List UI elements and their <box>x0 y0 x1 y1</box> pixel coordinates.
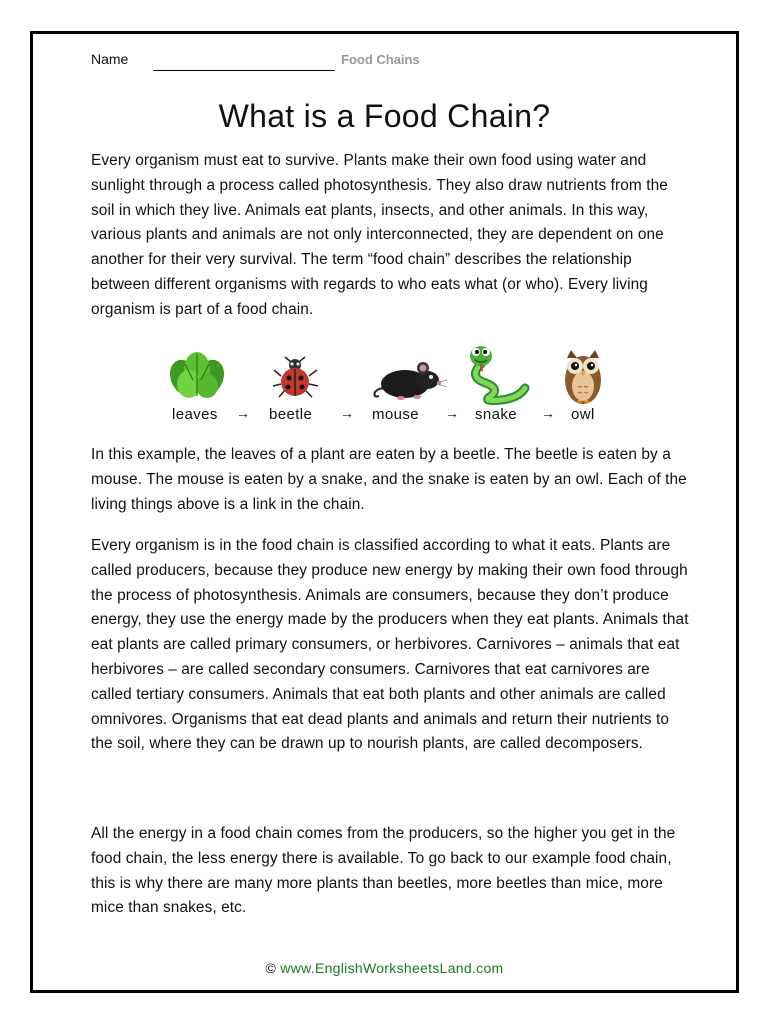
chain-label-snake: snake <box>475 406 518 423</box>
chain-label-mouse: mouse <box>372 406 420 423</box>
food-chain-diagram <box>33 344 742 426</box>
paragraph-example: In this example, the leaves of a plant are eaten by a beetle. The beetle is eaten by a mouse. The mouse is eaten by a snake, and the snake is eaten by an owl. Each of the living things above is a link in the chain. <box>91 446 687 513</box>
name-line[interactable] <box>153 70 335 71</box>
chain-label-owl: owl <box>571 406 595 423</box>
beetle-icon <box>271 356 321 400</box>
topic-label: Food Chains <box>341 52 420 67</box>
paragraph-energy: All the energy in a food chain comes from the producers, so the higher you get in the food chain, the less energy there is available. To go back to our example food chain, this is why there are many more plants than beetles, more beetles than mice, more mice than snakes, etc. <box>91 825 676 917</box>
paragraph-classification: Every organism is in the food chain is classified according to what it eats. Plants are called producers, because they produce new energy by making their own food through the process of photosynthesis. Animals are consumers, because they don’t produce energy, they use the energy made by the producers when they eat plants. Animals that eat plants are called primary consumers, or herbivores. Carnivores – animals that eat herbivores – are called secondary consumers. Carnivores that eat carnivores are called tertiary consumers. Animals that eat both plants and other animals are called omnivores. Organisms that eat dead plants and animals and return their nutrients to the soil, where they can be drawn up to nourish plants, are called decomposers. <box>91 537 689 753</box>
chain-arrow: → <box>340 405 354 421</box>
chain-label-beetle: beetle <box>269 406 313 423</box>
footer <box>33 960 736 976</box>
copyright-symbol: © <box>265 960 277 976</box>
footer-site-link[interactable]: www.EnglishWorksheetsLand.com <box>280 960 504 976</box>
chain-arrow: → <box>445 405 459 421</box>
chain-arrow: → <box>541 405 555 421</box>
chain-arrow: → <box>236 405 250 421</box>
worksheet-frame <box>30 31 739 993</box>
name-label: Name <box>91 51 129 67</box>
worksheet-header <box>91 51 491 71</box>
chain-label-leaves: leaves <box>172 406 218 423</box>
mouse-icon <box>371 356 449 402</box>
page-title: What is a Food Chain? <box>218 98 551 134</box>
snake-icon <box>461 344 531 406</box>
owl-icon <box>561 348 605 406</box>
leaves-icon <box>167 350 227 400</box>
paragraph-intro: Every organism must eat to survive. Plants make their own food using water and sunlight through a process called photosynthesis. They also draw nutrients from the soil in which they live. Animals eat plants, insects, and other animals. In this way, various plants and animals are not only interconnected, they are dependent on one another for their very survival. The term “food chain” describes the relationship between different organisms with regards to who eats what (or who). Every living organism is part of a food chain. <box>91 152 668 318</box>
